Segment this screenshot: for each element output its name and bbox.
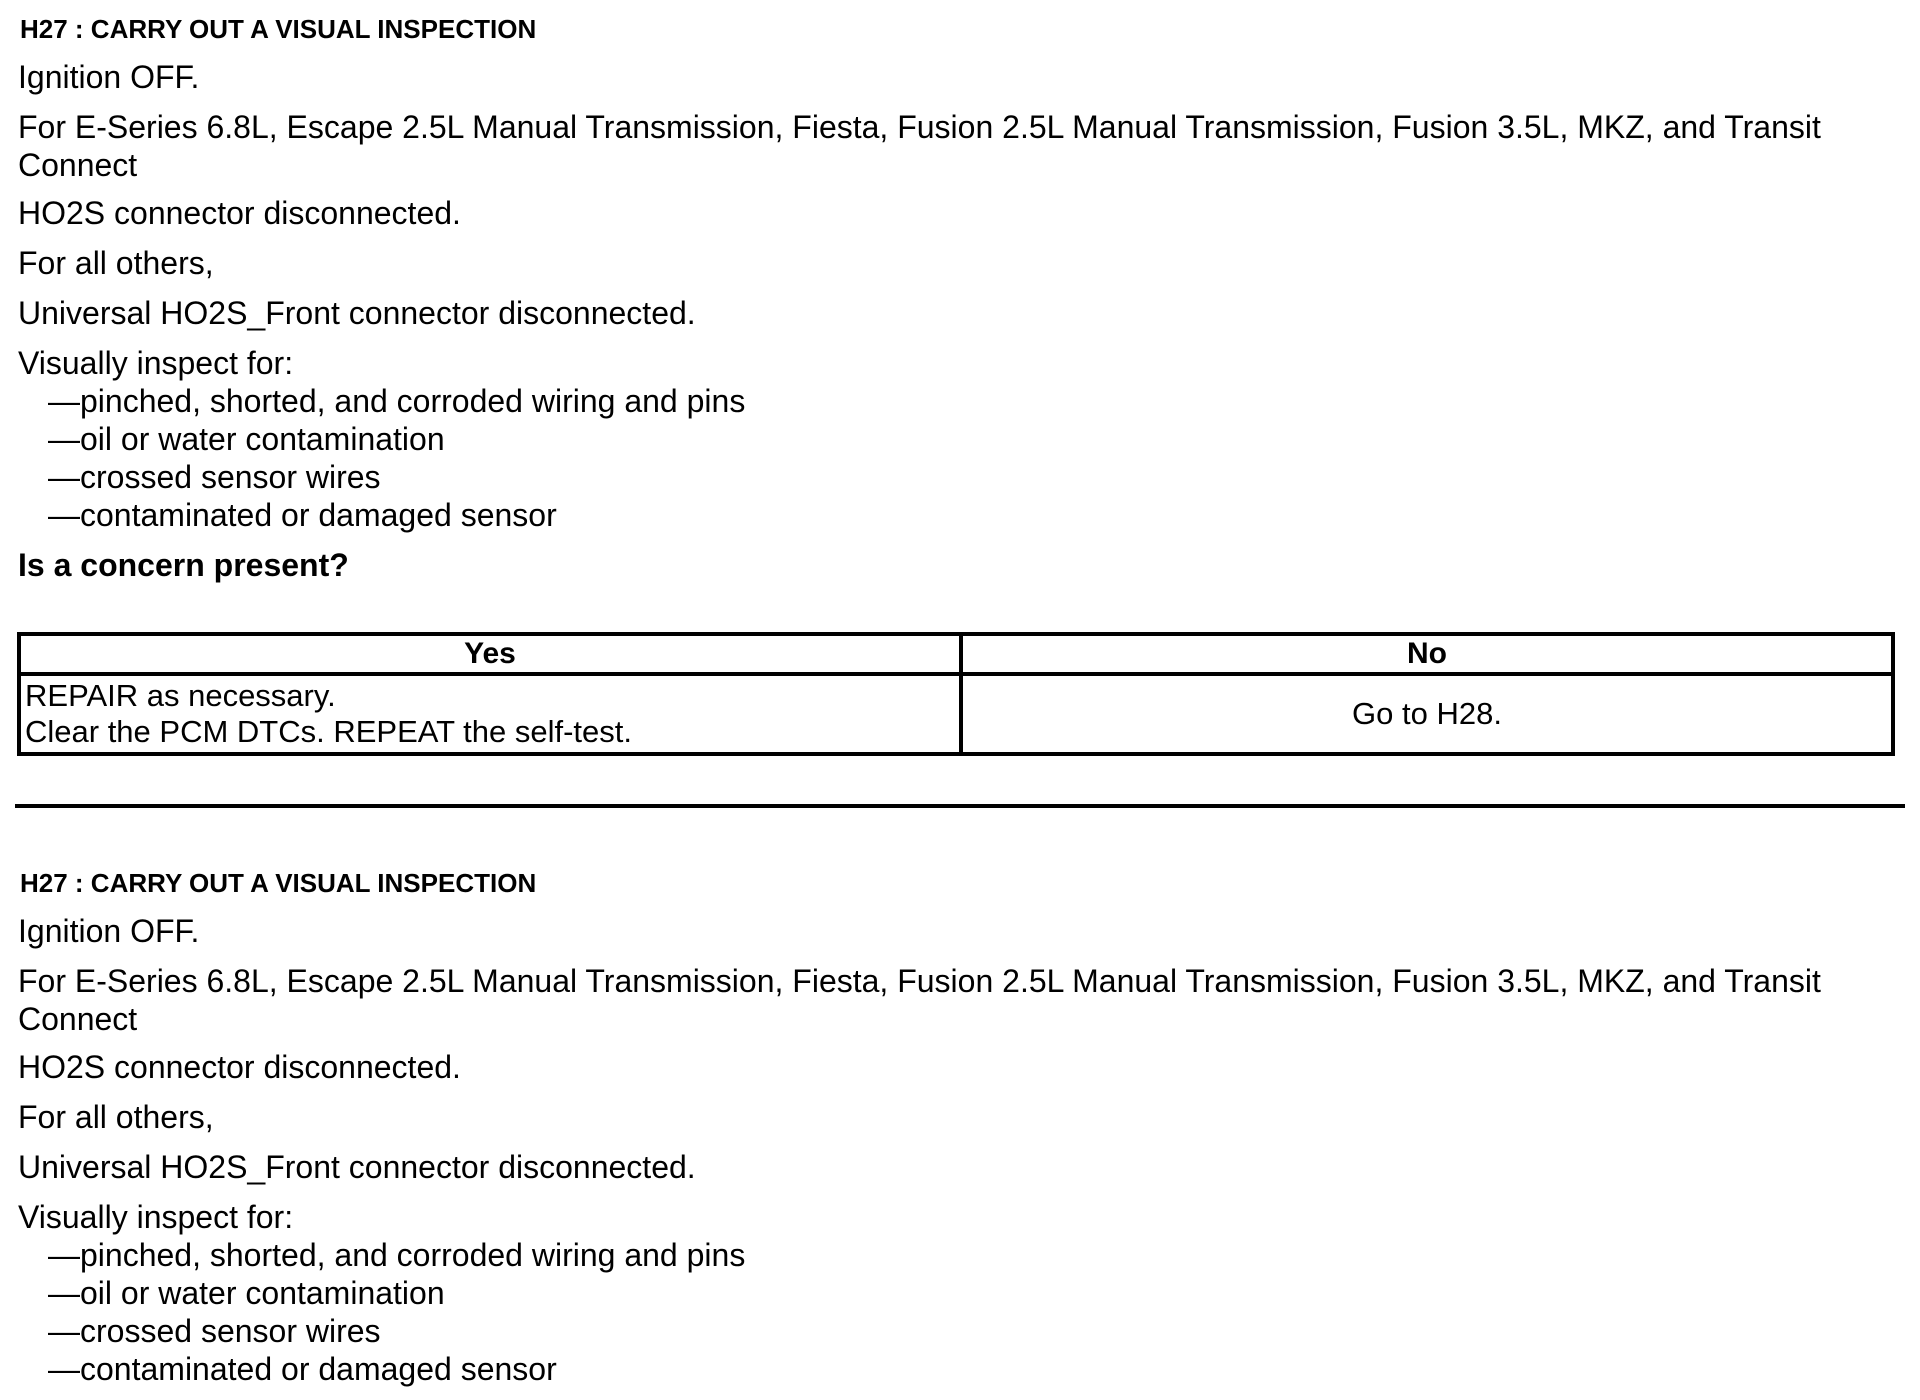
inspect-intro: Visually inspect for:: [18, 1199, 294, 1235]
inspect-item: — crossed sensor wires: [18, 458, 1898, 496]
yes-action-line: REPAIR as necessary.: [25, 678, 336, 713]
inspect-list: [18, 382, 1898, 534]
result-table-row: [19, 674, 1893, 754]
inspect-item: — pinched, shorted, and corroded wiring and pins: [18, 382, 1898, 420]
result-table: [17, 632, 1895, 756]
ignition-instruction: Ignition OFF.: [18, 59, 200, 95]
inspect-list: [18, 1236, 1898, 1388]
no-action-cell: Go to H28.: [961, 674, 1893, 754]
yes-action-line: Clear the PCM DTCs. REPEAT the self-test.: [25, 714, 632, 749]
step-title: H27 : CARRY OUT A VISUAL INSPECTION: [20, 14, 537, 44]
inspection-step-2: [18, 866, 1898, 1400]
inspect-intro: Visually inspect for:: [18, 345, 294, 381]
inspect-item: — pinched, shorted, and corroded wiring and pins: [18, 1236, 1898, 1274]
result-table-header-row: [19, 634, 1893, 674]
ho2s-instruction: HO2S connector disconnected.: [18, 1049, 461, 1085]
inspect-item: — contaminated or damaged sensor: [18, 496, 1898, 534]
inspect-item: — crossed sensor wires: [18, 1312, 1898, 1350]
step-title: H27 : CARRY OUT A VISUAL INSPECTION: [20, 868, 537, 898]
inspection-step-1: [18, 12, 1898, 584]
ho2s-instruction: HO2S connector disconnected.: [18, 195, 461, 231]
ignition-instruction: Ignition OFF.: [18, 913, 200, 949]
concern-question: Is a concern present?: [18, 547, 349, 583]
inspect-item: — oil or water contamination: [18, 1274, 1898, 1312]
yes-header: Yes: [19, 634, 961, 674]
models-condition: For E-Series 6.8L, Escape 2.5L Manual Transmission, Fiesta, Fusion 2.5L Manual Transmission, Fusion 3.5L, MKZ, and Transit Connect: [18, 109, 1821, 183]
models-condition: For E-Series 6.8L, Escape 2.5L Manual Transmission, Fiesta, Fusion 2.5L Manual Transmission, Fusion 3.5L, MKZ, and Transit Connect: [18, 963, 1821, 1037]
inspect-item: — oil or water contamination: [18, 420, 1898, 458]
universal-instruction: Universal HO2S_Front connector disconnected.: [18, 295, 696, 331]
section-divider: [15, 804, 1905, 808]
all-others-condition: For all others,: [18, 245, 214, 281]
universal-instruction: Universal HO2S_Front connector disconnected.: [18, 1149, 696, 1185]
no-header: No: [961, 634, 1893, 674]
inspect-item: — contaminated or damaged sensor: [18, 1350, 1898, 1388]
yes-action-cell: [19, 674, 961, 754]
all-others-condition: For all others,: [18, 1099, 214, 1135]
